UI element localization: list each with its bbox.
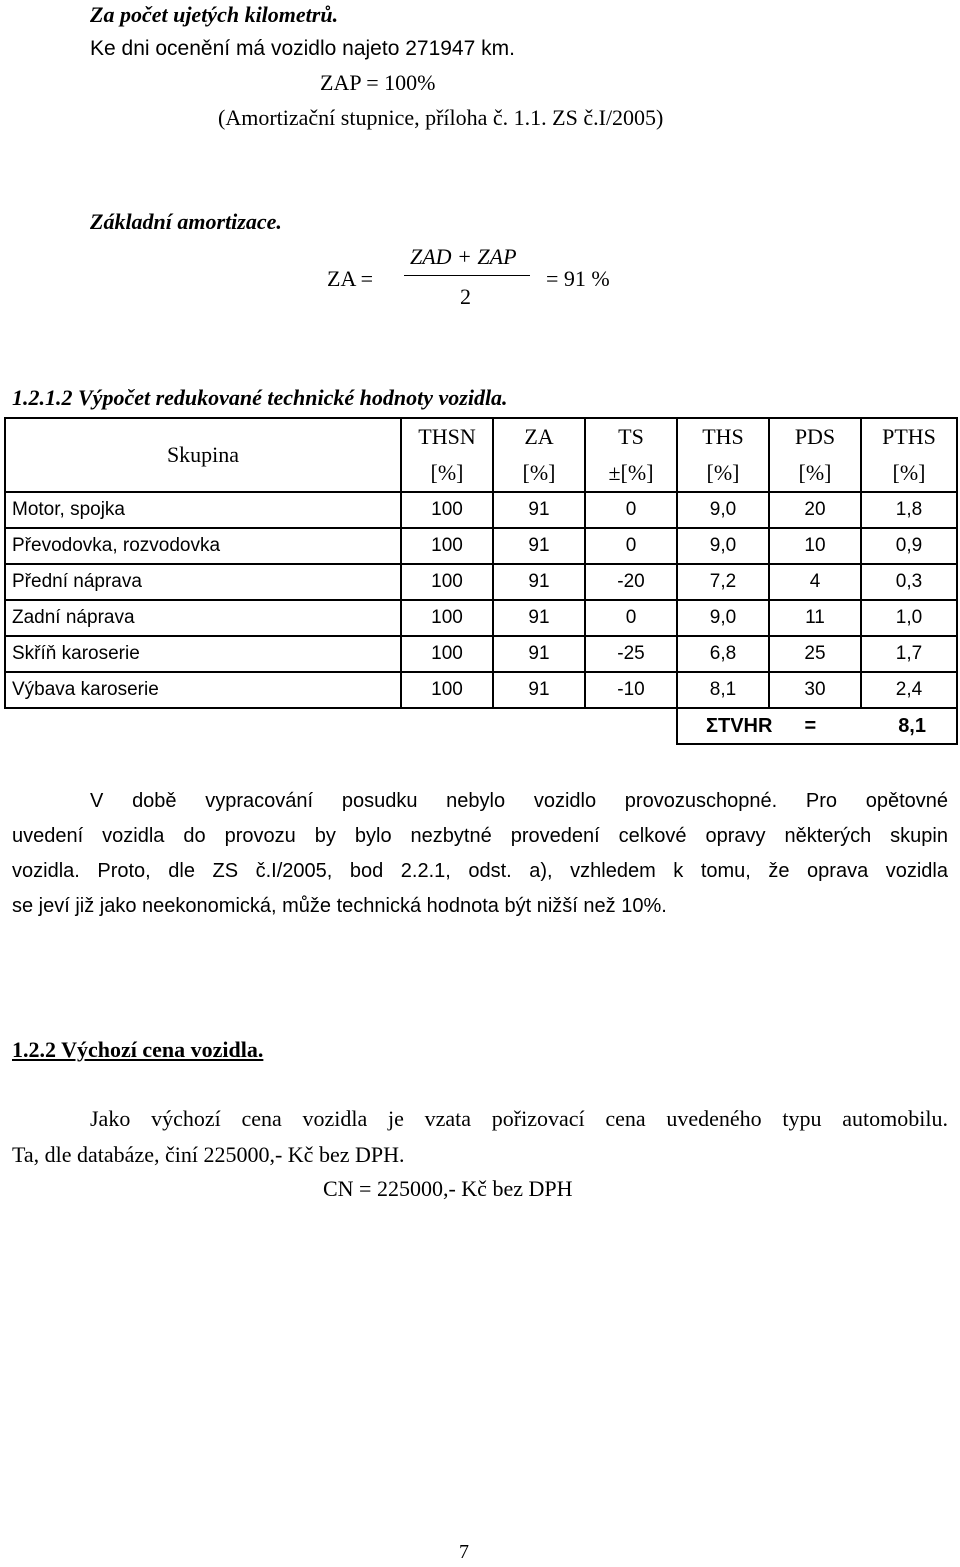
header-group: Skupina <box>5 418 401 492</box>
zap-source: (Amortizační stupnice, příloha č. 1.1. ZS č.I/2005) <box>218 105 664 130</box>
header-col: THSN [%] <box>401 418 493 492</box>
sum-cell <box>677 708 957 744</box>
table-row: Převodovka, rozvodovka 100 91 0 9,0 10 0,9 <box>5 528 957 564</box>
za-numerator: ZAD + ZAP <box>410 244 517 269</box>
za-denominator: 2 <box>460 284 471 309</box>
zap-formula: ZAP = 100% <box>320 70 436 95</box>
table-row: Přední náprava 100 91 -20 7,2 4 0,3 <box>5 564 957 600</box>
za-rhs: = 91 % <box>546 266 610 291</box>
reduced-heading <box>12 385 508 411</box>
za-lhs: ZA = <box>327 266 374 291</box>
technical-value-table <box>4 417 958 745</box>
header-col: ZA [%] <box>493 418 585 492</box>
table-sum-row <box>5 708 957 744</box>
price-paragraph: Jako výchozí cena vozidla je vzata pořizovací cena uvedeného typu automobilu. Ta, dle databáze, činí 225000,- Kč bez DPH. <box>12 1106 948 1167</box>
table-header-row <box>5 418 957 492</box>
price-heading: 1.2.2 Výchozí cena vozidla. <box>12 1037 264 1062</box>
price-formula: CN = 225000,- Kč bez DPH <box>323 1176 573 1201</box>
km-heading: Za počet ujetých kilometrů. <box>90 2 339 27</box>
fraction-bar <box>404 275 530 276</box>
table-row: Zadní náprava 100 91 0 9,0 11 1,0 <box>5 600 957 636</box>
km-text: Ke dni ocenění má vozidlo najeto 271947 km. <box>90 37 515 60</box>
table-row: Skříň karoserie 100 91 -25 6,8 25 1,7 <box>5 636 957 672</box>
header-col: TS ±[%] <box>585 418 677 492</box>
header-col: PDS [%] <box>769 418 861 492</box>
sum-value: 8,1 <box>898 714 926 737</box>
table-row: Motor, spojka 100 91 0 9,0 20 1,8 <box>5 492 957 528</box>
sum-eq: = <box>804 714 817 737</box>
page-number: 7 <box>459 1541 469 1563</box>
header-col: THS [%] <box>677 418 769 492</box>
header-col: PTHS [%] <box>861 418 957 492</box>
reduced-heading-text: 1.2.1.2 Výpočet redukované technické hodnoty vozidla. <box>12 385 508 410</box>
basic-heading: Základní amortizace. <box>90 209 282 234</box>
table-row: Výbava karoserie 100 91 -10 8,1 30 2,4 <box>5 672 957 708</box>
reduced-paragraph: V době vypracování posudku nebylo vozidlo provozuschopné. Pro opětovné uvedení vozidla do provozu by bylo nezbytné provedení celkové opravy některých skupin vozidla. Proto, dle ZS č.I/2005, bod 2.2.1, odst. a), vzhledem k tomu, že oprava vozidla se jeví již jako neekonomická, může technická hodnota být nižší než 10%. <box>12 790 948 917</box>
sum-label: ΣTVHR <box>706 714 773 737</box>
